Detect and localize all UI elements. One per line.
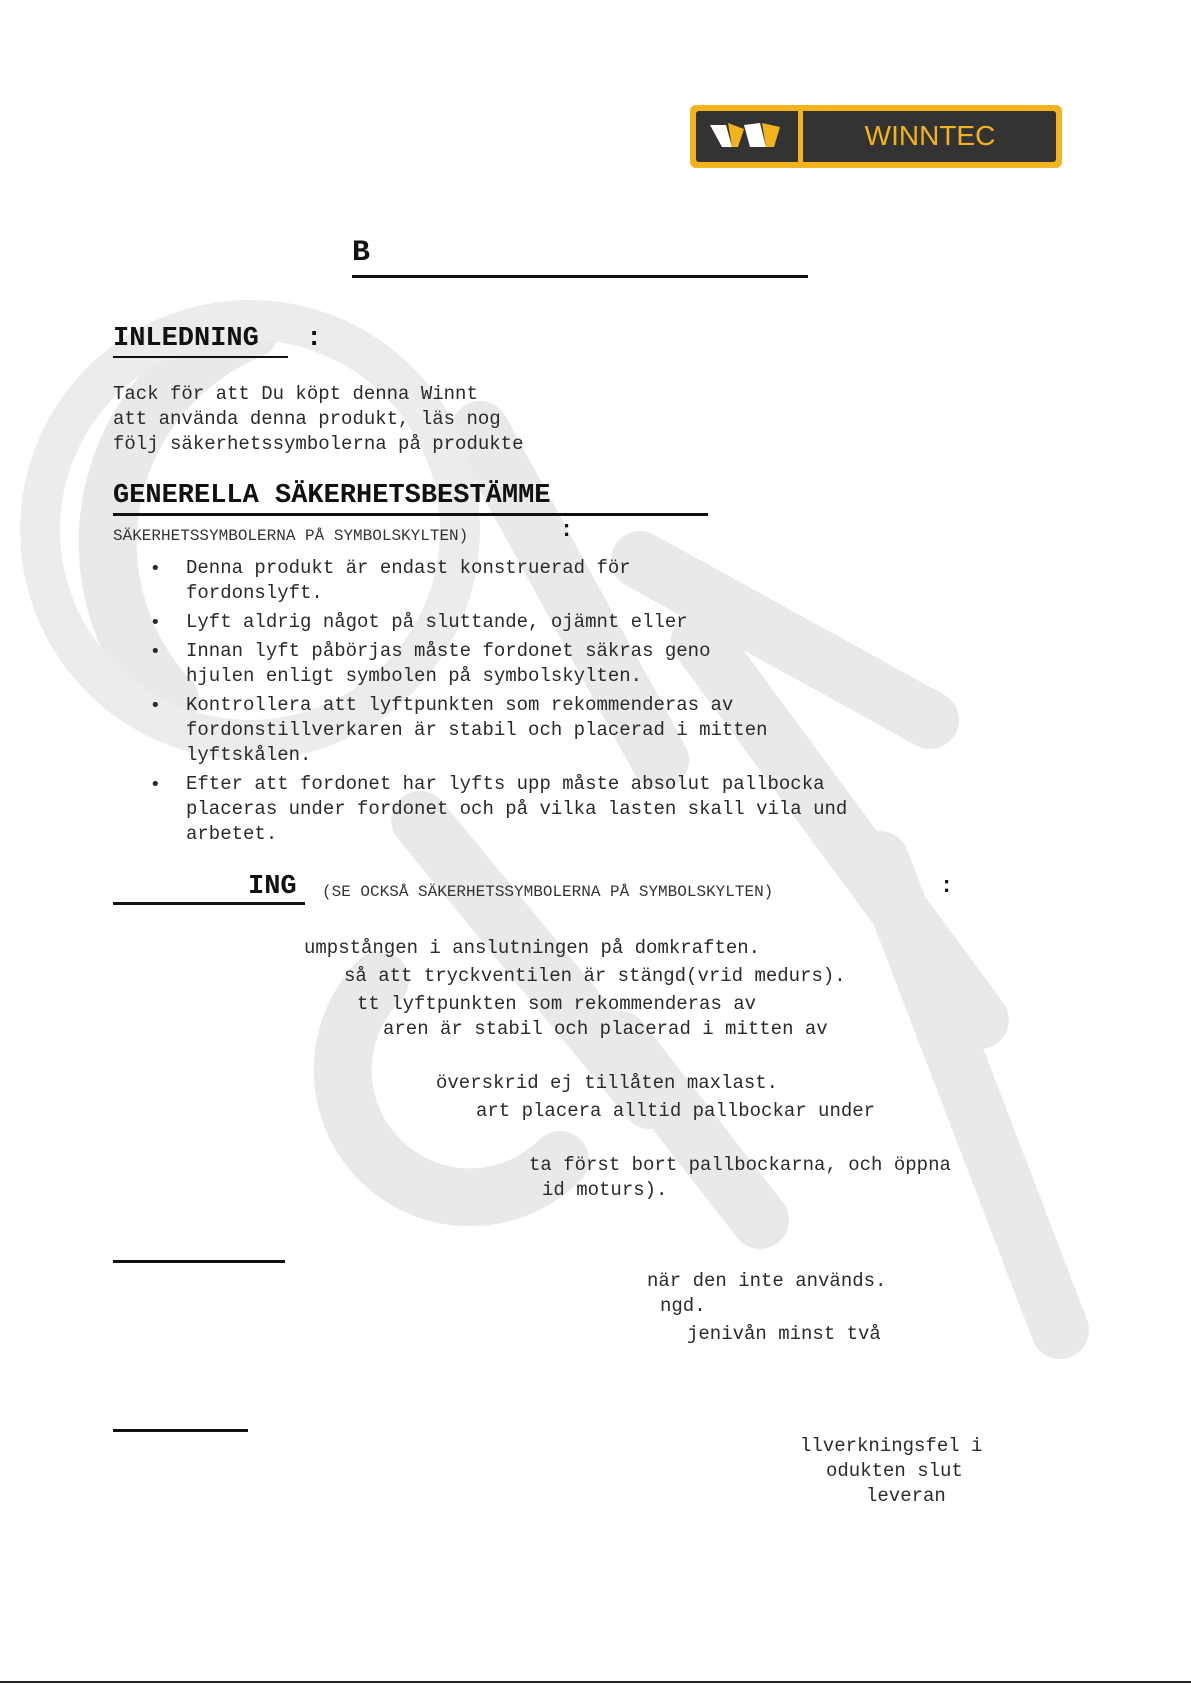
page-title: B [352, 236, 371, 270]
bullet-icon: • [150, 641, 161, 662]
inledning-line-2: att använda denna produkt, läs nog [113, 408, 501, 430]
anvandning-line-3: tt lyftpunkten som rekommenderas av [357, 993, 757, 1015]
anvandning-line-2: så att tryckventilen är stängd(vrid medurs). [344, 965, 846, 987]
anvandning-subtitle: (SE OCKSÅ SÄKERHETSSYMBOLERNA PÅ SYMBOLSKYLTEN) [322, 883, 774, 901]
inledning-line-3: följ säkerhetssymbolerna på produkte [113, 433, 524, 455]
garanti-line-2: odukten slut [826, 1460, 963, 1482]
anvandning-underline [113, 902, 305, 905]
section-heading-anvandning: ING [248, 872, 297, 902]
safety-bullet-list [150, 556, 847, 851]
section-heading-generella: GENERELLA SÄKERHETSBESTÄMME [113, 481, 551, 511]
skotsel-underline [113, 1260, 285, 1263]
garanti-line-1: llverkningsfel i [800, 1435, 983, 1457]
bullet-text: Innan lyft påbörjas måste fordonet säkras geno hjulen enligt symbolen på symbolskylten. [186, 640, 711, 687]
bullet-icon: • [150, 774, 161, 795]
anvandning-line-4: aren är stabil och placerad i mitten av [383, 1018, 828, 1040]
bullet-text: Denna produkt är endast konstruerad för fordonslyft. [186, 557, 631, 604]
garanti-line-3: leveran [866, 1485, 946, 1507]
anvandning-line-1: umpstången i anslutningen på domkraften. [304, 937, 761, 959]
list-item [150, 772, 847, 847]
list-item [150, 610, 847, 635]
skotsel-line-3: jenivån minst två [687, 1323, 881, 1345]
anvandning-line-8: id moturs). [542, 1179, 668, 1201]
garanti-underline [113, 1429, 248, 1432]
logo-text: WINNTEC [864, 120, 996, 151]
list-item [150, 693, 847, 768]
winntec-logo [688, 103, 1064, 170]
bullet-icon: • [150, 695, 161, 716]
bullet-text: Lyft aldrig något på sluttande, ojämnt eller [186, 611, 688, 633]
list-item [150, 639, 847, 689]
generella-subtitle-colon: : [560, 518, 574, 543]
anvandning-subtitle-colon: : [940, 874, 954, 899]
skotsel-line-2: ngd. [660, 1295, 706, 1317]
inledning-colon: : [306, 324, 323, 354]
skotsel-line-1: när den inte används. [647, 1270, 887, 1292]
generella-subtitle: SÄKERHETSSYMBOLERNA PÅ SYMBOLSKYLTEN) [113, 527, 469, 545]
bullet-icon: • [150, 558, 161, 579]
anvandning-line-7: ta först bort pallbockarna, och öppna [529, 1154, 951, 1176]
inledning-underline [113, 356, 288, 358]
list-item [150, 556, 847, 606]
page-bottom-edge [0, 1681, 1191, 1683]
bullet-icon: • [150, 612, 161, 633]
bullet-text: Efter att fordonet har lyfts upp måste absolut pallbocka placeras under fordonet och på vilka lasten skall vila und arbetet. [186, 773, 848, 845]
bullet-text: Kontrollera att lyftpunkten som rekommenderas av fordonstillverkaren är stabil och placerad i mitten lyftskålen. [186, 694, 768, 766]
generella-underline [113, 513, 708, 516]
anvandning-line-6: art placera alltid pallbockar under [476, 1100, 876, 1122]
title-underline [352, 275, 808, 278]
inledning-line-1: Tack för att Du köpt denna Winnt [113, 383, 478, 405]
section-heading-inledning: INLEDNING [113, 324, 259, 354]
anvandning-line-5: överskrid ej tillåten maxlast. [436, 1072, 779, 1094]
